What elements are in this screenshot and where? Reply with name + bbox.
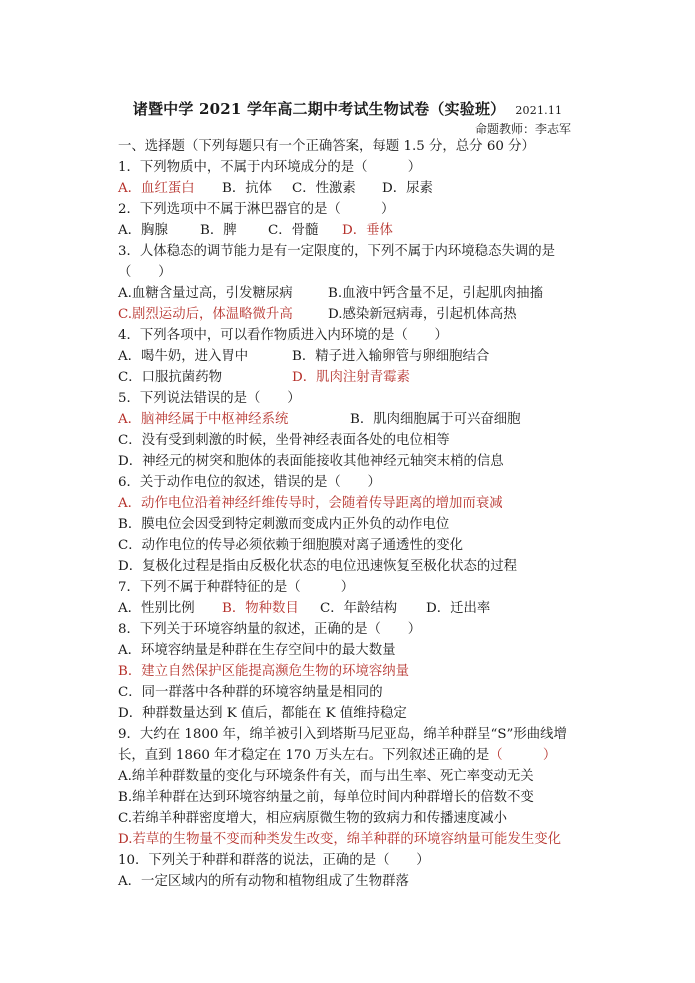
q1-options [118,180,433,198]
q7-option-b: B．物种数目 [222,601,299,616]
q2-option-d: D．垂体 [342,223,393,238]
q1-option-c: C．性激素 [292,181,356,196]
q6-option-d: D．复极化过程是指由反极化状态的电位迅速恢复至极化状态的过程 [118,559,518,574]
q9-option-b: B.绵羊种群在达到环境容纳量之前，每单位时间内种群增长的倍数不变 [118,790,534,805]
q10-option-a: A．一定区域内的所有动物和植物组成了生物群落 [118,874,409,889]
q2-option-c: C．骨髓 [268,223,319,238]
q6-option-a: A．动作电位沿着神经纤维传导时，会随着传导距离的增加而衰减 [118,496,503,511]
q9-answer-paren: （ ） [489,748,557,763]
q3-stem: 3．人体稳态的调节能力是有一定限度的，下列不属于内环境稳态失调的是 [118,244,556,259]
q4-options-row2 [118,369,410,387]
q6-stem: 6．关于动作电位的叙述，错误的是（ ） [118,475,381,490]
q6-option-c: C．动作电位的传导必须依赖于细胞膜对离子通透性的变化 [118,538,464,553]
q6-option-b: B．膜电位会因受到特定刺激而变成内正外负的动作电位 [118,517,450,532]
q1-stem: 1．下列物质中，不属于内环境成分的是（ ） [118,160,422,175]
q7-option-a: A．性别比例 [118,601,195,616]
exam-date: 2021.11 [515,104,563,117]
q8-option-c: C．同一群落中各种群的环境容纳量是相同的 [118,685,383,700]
exam-title [0,98,695,119]
q4-option-c: C．口服抗菌药物 [118,370,222,385]
q7-option-c: C．年龄结构 [320,601,398,616]
title-text: 诸暨中学 2021 学年高二期中考试生物试卷（实验班） [132,100,506,118]
q5-option-a: A．脑神经属于中枢神经系统 [118,412,289,427]
q7-stem: 7．下列不属于种群特征的是（ ） [118,580,355,595]
q3-option-b: B.血液中钙含量不足，引起肌肉抽搐 [328,286,543,301]
q8-option-a: A．环境容纳量是种群在生存空间中的最大数量 [118,643,396,658]
q3-option-a: A.血糖含量过高，引发糖尿病 [118,286,293,301]
q5-option-d: D．神经元的树突和胞体的表面能接收其他神经元轴突末梢的信息 [118,454,504,469]
q3-options-row1 [118,285,543,303]
q10-stem: 10．下列关于种群和群落的说法，正确的是（ ） [118,853,430,868]
q4-option-d: D．肌肉注射青霉素 [292,370,410,385]
q8-option-b: B．建立自然保护区能提高濒危生物的环境容纳量 [118,664,410,679]
q7-options [118,600,490,618]
q5-option-c: C．没有受到刺激的时候，坐骨神经表面各处的电位相等 [118,433,450,448]
q9-option-a: A.绵羊种群数量的变化与环境条件有关，而与出生率、死亡率变动无关 [118,769,534,784]
q1-option-a: A．血红蛋白 [118,181,195,196]
q2-option-a: A．胸腺 [118,223,168,238]
q9-stem-cont-text: 长，直到 1860 年才稳定在 170 万头左右。下列叙述正确的是 [118,748,490,763]
q4-option-a: A．喝牛奶，进入胃中 [118,349,249,364]
q1-option-b: B．抗体 [222,181,273,196]
q8-stem: 8．下列关于环境容纳量的叙述，正确的是（ ） [118,622,422,637]
q9-option-c: C.若绵羊种群密度增大，相应病原微生物的致病力和传播速度减小 [118,811,507,826]
q5-option-b: B．肌肉细胞属于可兴奋细胞 [350,412,521,427]
q3-stem-cont: （ ） [118,265,172,280]
q4-stem: 4．下列各项中，可以看作物质进入内环境的是（ ） [118,328,448,343]
q3-options-row2 [118,306,517,324]
q8-option-d: D．种群数量达到 K 值后，都能在 K 值维持稳定 [118,706,407,721]
q4-option-b: B．精子进入输卵管与卵细胞结合 [292,349,490,364]
q5-stem: 5．下列说法错误的是（ ） [118,391,301,406]
q2-stem: 2．下列选项中不属于淋巴器官的是（ ） [118,202,395,217]
q2-options [118,222,393,240]
q9-stem: 9．大约在 1800 年，绵羊被引入到塔斯马尼亚岛，绵羊种群呈“S”形曲线增 [118,727,567,742]
q5-options-row1 [118,411,521,429]
q9-option-d: D.若草的生物量不变而种类发生改变，绵羊种群的环境容纳量可能发生变化 [118,832,562,847]
q4-options-row1 [118,348,489,366]
q7-option-d: D．迁出率 [426,601,491,616]
q3-option-c: C.剧烈运动后，体温略微升高 [118,307,293,322]
q1-option-d: D．尿素 [382,181,433,196]
section-heading: 一、选择题（下列每题只有一个正确答案，每题 1.5 分，总分 60 分） [118,139,535,154]
q3-option-d: D.感染新冠病毒，引起机体高热 [328,307,517,322]
q9-stem-cont [118,747,556,765]
q2-option-b: B．脾 [200,223,237,238]
exam-teacher: 命题教师：李志军 [474,122,571,136]
